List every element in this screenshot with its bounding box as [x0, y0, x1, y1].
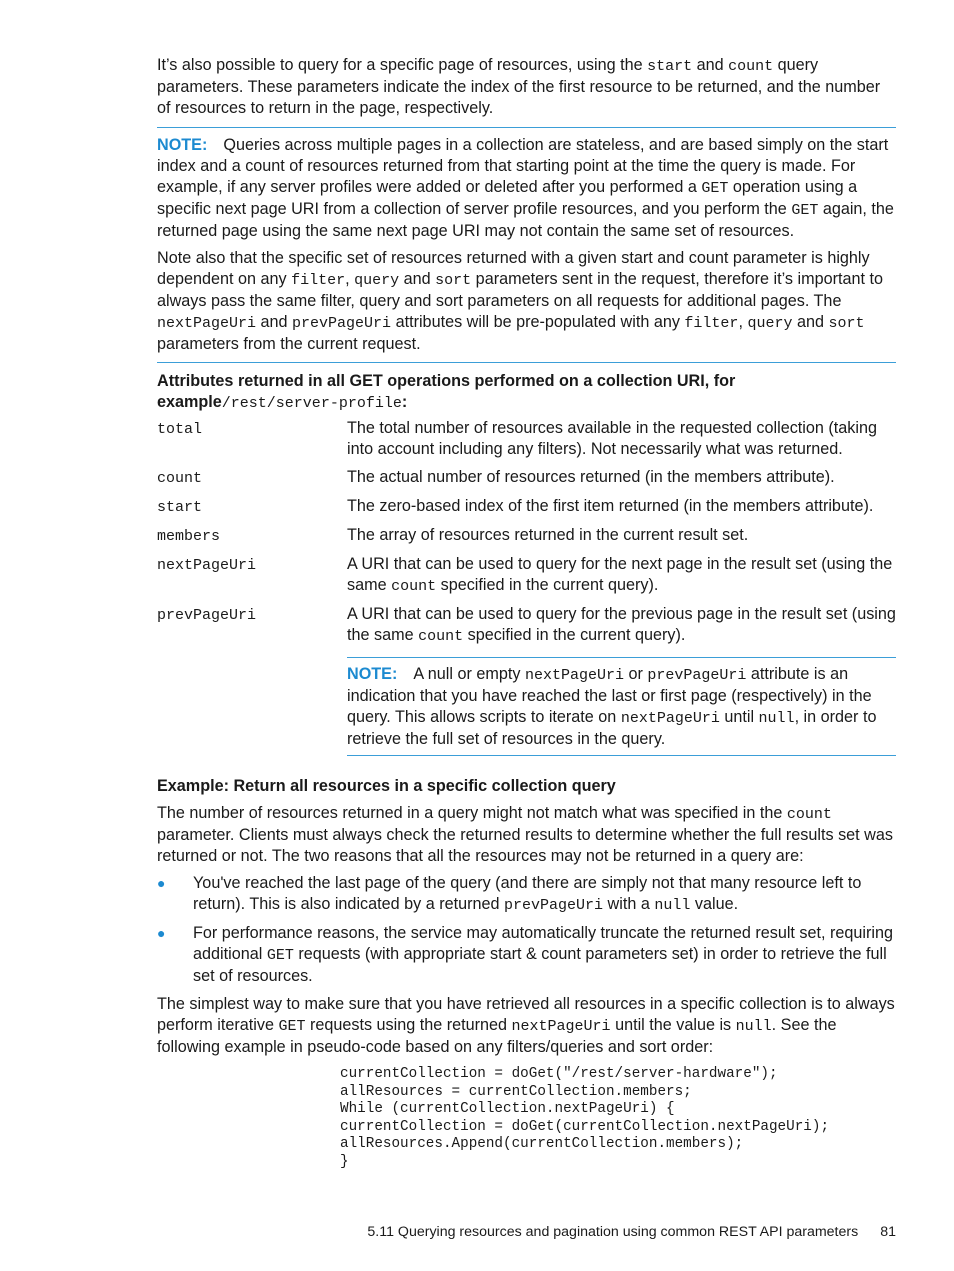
page-number: 81	[880, 1224, 896, 1240]
attribute-description: The total number of resources available in the requested collection (taking into account including any filters). Not necessarily what was returned.	[347, 419, 877, 458]
code-line: allResources.Append(currentCollection.members);	[340, 1136, 744, 1153]
code-line: currentCollection = doGet("/rest/server-hardware");	[340, 1066, 778, 1082]
bullet-icon: ●	[157, 875, 166, 891]
code-line: currentCollection = doGet(currentCollection.nextPageUri);	[340, 1118, 830, 1135]
attribute-name: members	[157, 528, 221, 545]
page-footer	[367, 1222, 896, 1243]
code-line: }	[340, 1153, 349, 1170]
example-heading: Example: Return all resources in a specific collection query	[157, 777, 616, 795]
page-content	[157, 55, 896, 1172]
attributes-heading: Attributes returned in all GET operations performed on a collection URI, for example/rest/server-profile:	[157, 372, 736, 412]
intro-paragraph: It’s also possible to query for a specific page of resources, using the start and count query parameters. These parameters indicate the index of the first resource to be returned, and the number of resources to return in the page, respectively.	[157, 56, 881, 117]
attribute-name: start	[157, 499, 203, 516]
bullet-icon: ●	[157, 925, 166, 941]
note-paragraph-1: NOTE: Queries across multiple pages in a collection are stateless, and are based simply on the start index and a count of resources returned from that starting point at the time the query is made. For example, if any server profiles were added or deleted after you performed a GET operation using a specific next page URI from a collection of server profile resources, and you perform the GET again, the returned page using the same next page URI may not contain the same set of resources.	[157, 136, 894, 240]
attribute-row	[157, 604, 896, 647]
code-line: While (currentCollection.nextPageUri) {	[340, 1101, 675, 1118]
attribute-description: The array of resources returned in the current result set.	[347, 526, 749, 544]
reasons-list	[157, 873, 896, 987]
attribute-name: prevPageUri	[157, 607, 257, 624]
example-paragraph-1: The number of resources returned in a query might not match what was specified in the count parameter. Clients must always check the returned results to determine whether the full results set was returned or not. The two reasons that all the resources may not be returned in a query are:	[157, 804, 893, 865]
attribute-description: A URI that can be used to query for the previous page in the result set (using the same count specified in the current query).	[347, 605, 896, 645]
attribute-row	[157, 496, 896, 518]
attribute-description: The zero-based index of the first item returned (in the members attribute).	[347, 497, 874, 515]
attribute-row	[157, 467, 896, 489]
note-box-pagination	[347, 657, 896, 756]
code-line: allResources = currentCollection.members;	[340, 1083, 692, 1100]
attribute-name: count	[157, 470, 203, 487]
note-label: NOTE:	[157, 136, 208, 154]
note-paragraph: NOTE: A null or empty nextPageUri or prevPageUri attribute is an indication that you have reached the last or first page (respectively) in the query. This allows scripts to iterate on nextPageUri until null, in order to retrieve the full set of resources in the query.	[347, 665, 877, 748]
attribute-row	[157, 418, 896, 460]
attribute-name: total	[157, 421, 203, 438]
attribute-row	[157, 525, 896, 547]
note-paragraph-2: Note also that the specific set of resources returned with a given start and count parameter is highly dependent on any filter, query and sort parameters sent in the request, therefore it’s important to always pass the same filter, query and sort parameters on all requests for additional pages. The nextPageUri and prevPageUri attributes will be pre-populated with any filter, query and sort parameters from the current request.	[157, 249, 883, 353]
note-box	[157, 127, 896, 363]
attribute-description: The actual number of resources returned (in the members attribute).	[347, 468, 835, 486]
list-item: ● You've reached the last page of the query (and there are simply not that many resource left to return). This is also indicated by a returned prevPageUri with a null value.	[157, 874, 862, 914]
attribute-row	[157, 554, 896, 597]
attributes-list	[157, 418, 896, 647]
note-label: NOTE:	[347, 665, 398, 683]
list-item: ● For performance reasons, the service may automatically truncate the returned result set, requiring additional GET requests (with appropriate start & count parameters set) in order to retrieve the full set of resources.	[157, 924, 893, 985]
footer-section-title: 5.11 Querying resources and pagination using common REST API parameters	[367, 1224, 859, 1240]
pseudo-code-block	[340, 1066, 896, 1172]
example-paragraph-2: The simplest way to make sure that you have retrieved all resources in a specific collection is to always perform iterative GET requests using the returned nextPageUri until the value is null. See the following example in pseudo-code based on any filters/queries and sort order:	[157, 995, 895, 1056]
attribute-description: A URI that can be used to query for the next page in the result set (using the same count specified in the current query).	[347, 555, 893, 595]
attribute-name: nextPageUri	[157, 557, 257, 574]
